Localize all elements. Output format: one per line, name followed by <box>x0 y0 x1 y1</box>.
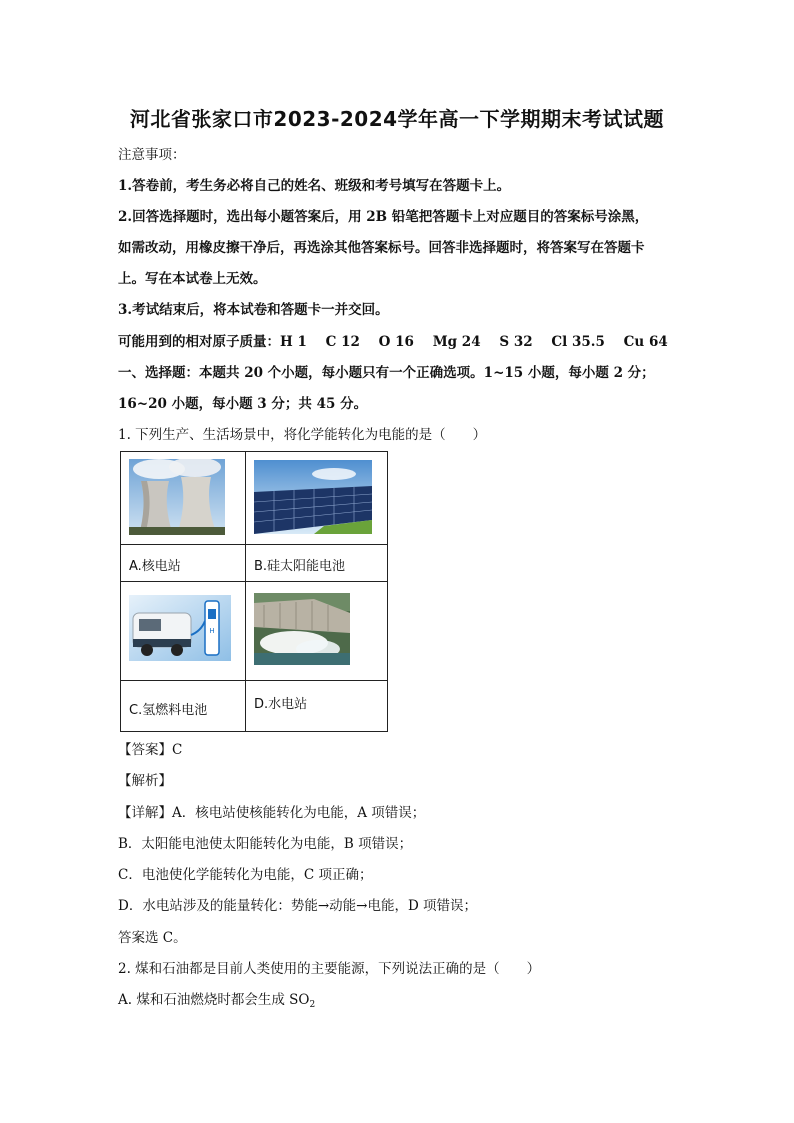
notice-item-3: 3.考试结束后，将本试卷和答题卡一并交回。 <box>118 302 389 318</box>
section-1-line-1: 一、选择题：本题共 20 个小题，每小题只有一个正确选项。1~15 小题，每小题 2 分； <box>118 365 655 381</box>
option-d-caption-cell <box>246 681 388 732</box>
analysis-detail-c: C．电池使化学能转化为电能，C 项正确； <box>118 867 373 883</box>
option-c-label: C.氢燃料电池 <box>129 703 208 718</box>
hydrogen-truck-photo <box>129 595 231 661</box>
option-b-image-cell <box>246 452 388 545</box>
question-1-options-table <box>120 451 388 732</box>
analysis-detail-d: D．水电站涉及的能量转化：势能→动能→电能，D 项错误； <box>118 898 478 914</box>
option-a-label: A.核电站 <box>129 559 181 574</box>
notice-item-1: 1.答卷前，考生务必将自己的姓名、班级和考号填写在答题卡上。 <box>118 178 511 194</box>
answer: 【答案】C <box>118 742 183 758</box>
question-2-option-a-text: A. 煤和石油燃烧时都会生成 SO <box>118 992 310 1008</box>
page-title: 河北省张家口市2023-2024学年高一下学期期末考试试题 <box>129 107 665 131</box>
dam-photo <box>254 593 350 665</box>
option-b-label: B.硅太阳能电池 <box>254 559 346 574</box>
notice-heading: 注意事项： <box>118 147 186 163</box>
subscript: 2 <box>309 1000 316 1010</box>
analysis-detail-a: 【详解】A．核电站使核能转化为电能，A 项错误； <box>118 805 426 821</box>
notice-item-2-line-3: 上。写在本试卷上无效。 <box>118 271 267 287</box>
notice-item-2-line-1: 2.回答选择题时，选出每小题答案后，用 2B 铅笔把答题卡上对应题目的答案标号涂黑， <box>118 209 649 225</box>
option-a-caption-cell <box>121 545 246 582</box>
option-d-image-cell <box>246 582 388 681</box>
analysis-conclusion: 答案选 C。 <box>118 930 187 946</box>
option-b-caption-cell <box>246 545 388 582</box>
question-2-option-a <box>118 991 315 1014</box>
option-d-label: D.水电站 <box>254 697 308 712</box>
option-a-image-cell <box>121 452 246 545</box>
analysis-heading: 【解析】 <box>118 773 172 789</box>
option-c-caption-cell <box>121 681 246 732</box>
solar-panel-photo <box>254 460 372 534</box>
question-2-stem: 2. 煤和石油都是目前人类使用的主要能源，下列说法正确的是（ ） <box>118 961 541 977</box>
question-1-stem: 1. 下列生产、生活场景中，将化学能转化为电能的是（ ） <box>118 427 487 443</box>
analysis-detail-b: B．太阳能电池使太阳能转化为电能，B 项错误； <box>118 836 413 852</box>
section-1-line-2: 16~20 小题，每小题 3 分；共 45 分。 <box>118 396 368 412</box>
cooling-tower-photo <box>129 459 225 535</box>
atomic-masses: 可能用到的相对原子质量：H 1 C 12 O 16 Mg 24 S 32 Cl 35.5 Cu 64 <box>118 334 668 350</box>
option-c-image-cell <box>121 582 246 681</box>
notice-item-2-line-2: 如需改动，用橡皮擦干净后，再选涂其他答案标号。回答非选择题时，将答案写在答题卡 <box>118 240 645 256</box>
svg-text:H: H <box>209 627 215 635</box>
